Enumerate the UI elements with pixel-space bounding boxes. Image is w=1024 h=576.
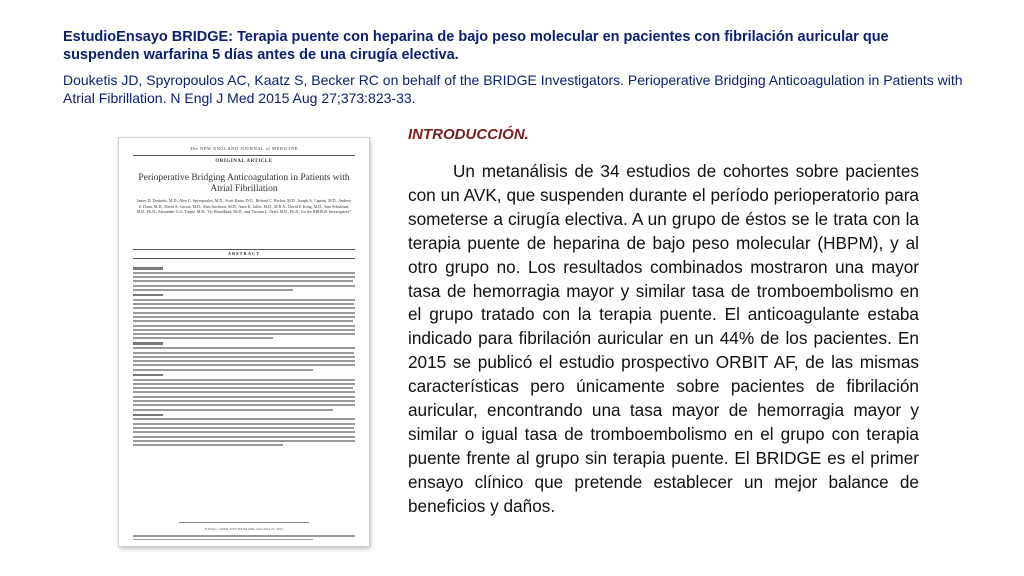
abstract-text bbox=[133, 264, 355, 448]
article-authors: James D. Douketis, M.D., Alex C. Spyropoulos, M.D., Scott Kaatz, D.O., Richard C. Becker, M.D., Joseph A. Caprini, M.D., Andrew S. Dunn, M.D., David A. Garcia, M.D., Alan Jacobson, M.D., Amir K. Jaffer, M.D., M.B.A., David F. Kong, M.D., Sam Schulman, M.D., Ph.D., Alexander G.G. Turpie, M.D., Vic Hasselblad, Ph.D., and Thomas L. Ortel, M.D., Ph.D., for the BRIDGE Investigators* bbox=[136, 198, 352, 214]
section-heading: INTRODUCCIÓN. bbox=[408, 126, 529, 143]
divider bbox=[179, 522, 309, 523]
article-footer: N ENGL J MED 373;9 NEJM.ORG AUGUST 27, 2015 bbox=[204, 527, 284, 531]
article-title: Perioperative Bridging Anticoagulation in Patients with Atrial Fibrillation bbox=[138, 173, 350, 194]
footer-text bbox=[133, 535, 355, 543]
journal-name: The NEW ENGLAND JOURNAL of MEDICINE bbox=[189, 146, 299, 151]
slide-title: EstudioEnsayo BRIDGE: Terapia puente con heparina de bajo peso molecular en pacientes con fibrilación auricular que suspenden warfarina 5 días antes de una cirugía electiva. bbox=[63, 29, 889, 63]
article-thumbnail bbox=[119, 138, 369, 546]
divider bbox=[133, 155, 355, 156]
divider bbox=[133, 258, 355, 259]
abstract-label: ABSTRACT bbox=[227, 251, 261, 256]
section-body: Un metanálisis de 34 estudios de cohortes sobre pacientes con un AVK, que suspenden durante el período perioperatorio para someterse a cirugía electiva. A un grupo de éstos se le trata con la terapia puente de heparina de bajo peso molecular (HBPM), y al otro grupo no. Los resultados combinados mostraron una mayor tasa de hemorragia mayor y similar tasa de tromboembolismo en el grupo tratado con la terapia puente. El anticoagulante estaba indicado para fibrilación auricular en un 44% de los pacientes. En 2015 se publicó el estudio prospectivo ORBIT AF, de las mismas características pero únicamente sobre pacientes de fibrilación auricular, encontrando una tasa mayor de hemorragia mayor y similar o igual tasa de tromboembolismo en el grupo con terapia puente frente al grupo sin terapia puente. El BRIDGE es el primer ensayo clínico que pretende establecer un mejor balance de beneficios y daños. bbox=[408, 161, 919, 516]
divider bbox=[133, 249, 355, 250]
article-type: ORIGINAL ARTICLE bbox=[215, 159, 273, 164]
citation: Douketis JD, Spyropoulos AC, Kaatz S, Becker RC on behalf of the BRIDGE Investigators. Perioperative Bridging Anticoagulation in Patients with Atrial Fibrillation. N Engl J Med 2015 Aug 27;373:823-33. bbox=[63, 72, 963, 106]
